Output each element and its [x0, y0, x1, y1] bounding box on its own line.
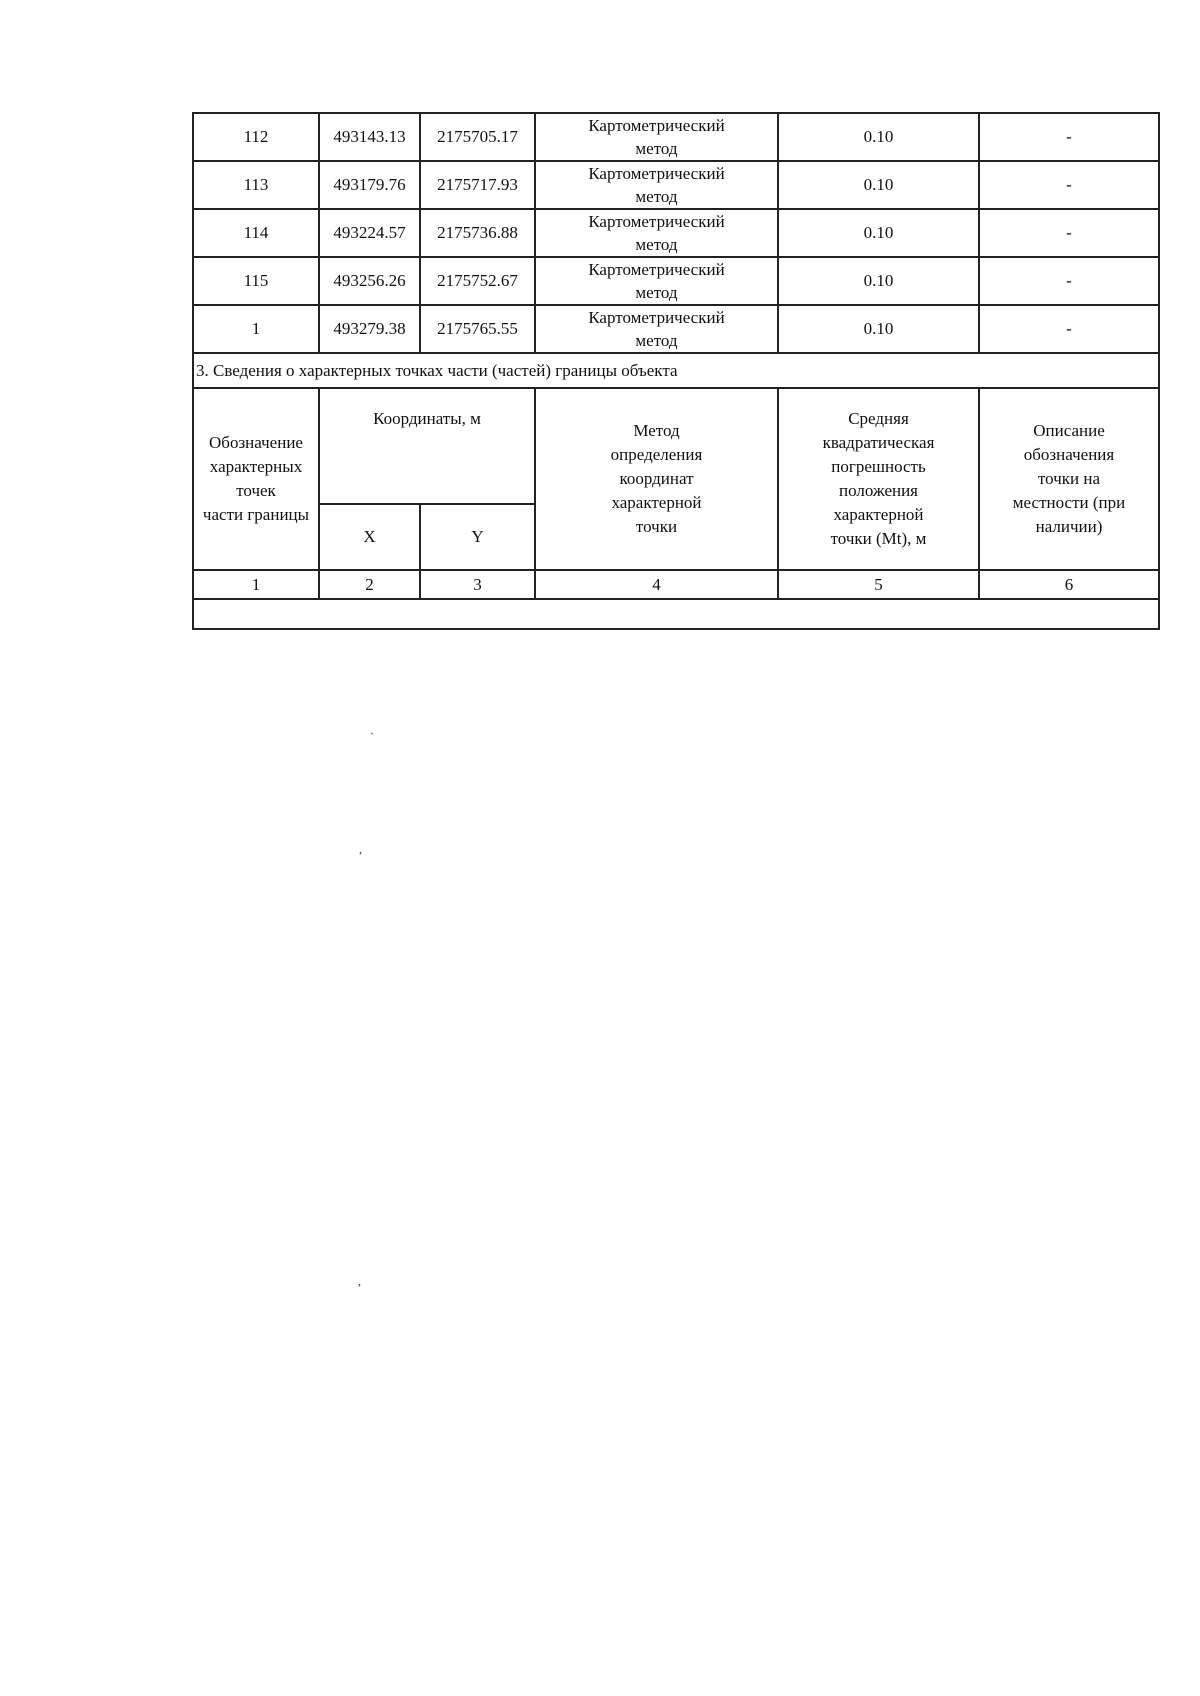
header-line: точки на [1037, 469, 1101, 488]
header-line: наличии) [1035, 517, 1103, 536]
coord-y: 2175717.93 [420, 161, 535, 209]
table-row [193, 305, 1159, 353]
description-value: - [979, 209, 1159, 257]
header-line: характерных [209, 457, 303, 476]
header-designation [193, 388, 319, 570]
mt-value: 0.10 [778, 209, 979, 257]
header-x: X [319, 504, 420, 570]
header-method [535, 388, 778, 570]
section-title: 3. Сведения о характерных точках части (частей) границы объекта [193, 353, 1159, 388]
header-line: точки (Mt), м [830, 529, 927, 548]
header-mean-error [778, 388, 979, 570]
empty-row [193, 599, 1159, 629]
coord-y: 2175736.88 [420, 209, 535, 257]
point-number: 115 [193, 257, 319, 305]
point-number: 112 [193, 113, 319, 161]
header-line: части границы [202, 505, 310, 524]
header-row [193, 388, 1159, 504]
mt-value: 0.10 [778, 257, 979, 305]
coord-x: 493256.26 [319, 257, 420, 305]
table-row [193, 257, 1159, 305]
description-value: - [979, 305, 1159, 353]
method-line-1: Картометрический [588, 260, 725, 279]
header-description [979, 388, 1159, 570]
header-line: погрешность [831, 457, 926, 476]
column-number: 4 [535, 570, 778, 599]
header-coordinates: Координаты, м [319, 388, 535, 504]
header-line: Метод [633, 421, 680, 440]
table-row [193, 209, 1159, 257]
coord-y: 2175765.55 [420, 305, 535, 353]
description-value: - [979, 257, 1159, 305]
mt-value: 0.10 [778, 113, 979, 161]
header-line: Средняя [848, 409, 909, 428]
column-number: 5 [778, 570, 979, 599]
method-cell [535, 113, 778, 161]
scan-speck: , [359, 842, 362, 856]
method-line-1: Картометрический [588, 164, 725, 183]
point-number: 113 [193, 161, 319, 209]
header-line: точки [635, 517, 678, 536]
header-line: характерной [611, 493, 702, 512]
column-number: 2 [319, 570, 420, 599]
header-line: точек [236, 481, 276, 500]
header-y: Y [420, 504, 535, 570]
method-line-1: Картометрический [588, 212, 725, 231]
empty-cell [193, 599, 1159, 629]
scan-speck: , [358, 1274, 361, 1288]
coord-x: 493179.76 [319, 161, 420, 209]
header-line: положения [838, 481, 918, 500]
column-number: 1 [193, 570, 319, 599]
boundary-points-table [192, 112, 1160, 630]
method-line-1: Картометрический [588, 308, 725, 327]
column-number-row [193, 570, 1159, 599]
section-title-row [193, 353, 1159, 388]
method-cell [535, 305, 778, 353]
header-line: обозначения [1023, 445, 1115, 464]
description-value: - [979, 161, 1159, 209]
method-line-2: метод [635, 235, 678, 254]
coord-y: 2175752.67 [420, 257, 535, 305]
method-cell [535, 209, 778, 257]
description-value: - [979, 113, 1159, 161]
point-number: 114 [193, 209, 319, 257]
header-line: координат [619, 469, 694, 488]
header-line: Обозначение [209, 433, 303, 452]
method-cell [535, 257, 778, 305]
method-line-2: метод [635, 331, 678, 350]
point-number: 1 [193, 305, 319, 353]
header-line: определения [610, 445, 703, 464]
method-line-1: Картометрический [588, 116, 725, 135]
coord-x: 493279.38 [319, 305, 420, 353]
coord-y: 2175705.17 [420, 113, 535, 161]
method-line-2: метод [635, 283, 678, 302]
column-number: 6 [979, 570, 1159, 599]
header-line: Описание [1033, 421, 1105, 440]
mt-value: 0.10 [778, 305, 979, 353]
table-row [193, 113, 1159, 161]
mt-value: 0.10 [778, 161, 979, 209]
header-line: квадратическая [822, 433, 935, 452]
coord-x: 493224.57 [319, 209, 420, 257]
coord-x: 493143.13 [319, 113, 420, 161]
scan-speck: ` [370, 730, 374, 744]
column-number: 3 [420, 570, 535, 599]
header-line: местности (при [1012, 493, 1126, 512]
header-line: характерной [833, 505, 924, 524]
method-cell [535, 161, 778, 209]
method-line-2: метод [635, 139, 678, 158]
method-line-2: метод [635, 187, 678, 206]
table-row [193, 161, 1159, 209]
